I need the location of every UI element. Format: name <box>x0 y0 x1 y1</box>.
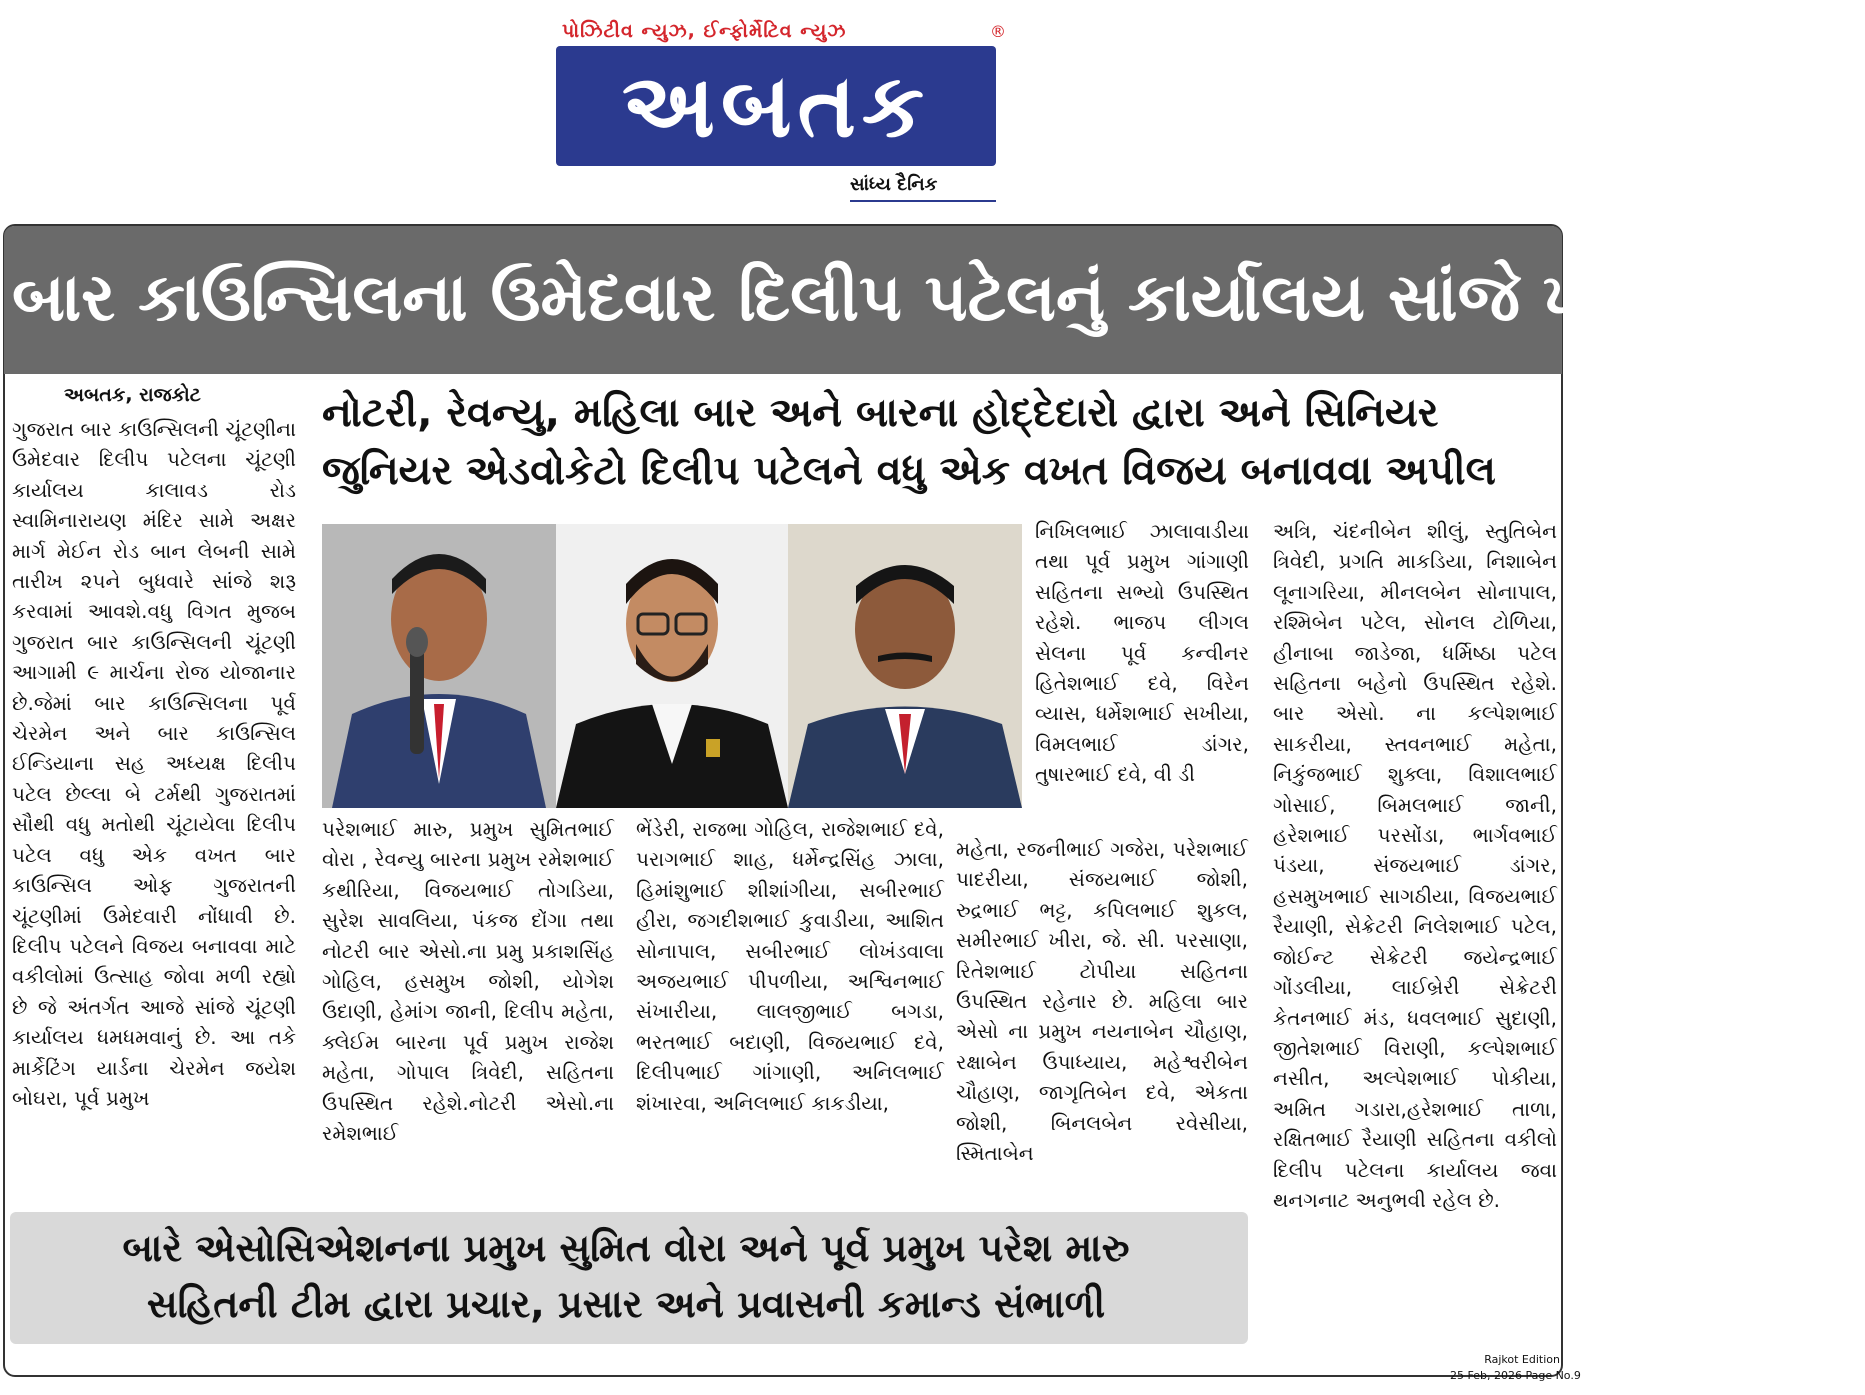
column-5-text: અત્રિ, ચંદનીબેન શીલું, સ્તુતિબેન ત્રિવેદી, પ્રગતિ માકડિયા, નિશાબેન લૂનાગરિયા, મીનલબેન સોનાપાલ, રશ્મિબેન પટેલ, સોનલ ટોળિયા, હીનાબા જાડેજા, ધર્મિષ્ઠા પટેલ સહિતના બહેનો ઉપસ્થિત રહેશે. બાર એસો. ના કલ્પેશભાઈ સાકરીયા, સ્તવનભાઈ મહેતા, નિકુંજભાઈ શુક્લા, વિશાલભાઈ ગોસાઈ, બિમલભાઈ જાની, હરેશભાઈ પરસોંડા, ભાર્ગવભાઈ પંડયા, સંજયભાઈ ડાંગર, હસમુખભાઈ સાગઠીયા, વિજયભાઈ રૈયાણી, સેક્રેટરી નિલેશભાઈ પટેલ, જોઈન્ટ સેક્રેટરી જયેન્દ્રભાઈ ગોંડલીયા, લાઈબ્રેરી સેક્રેટરી કેતનભાઈ મંડ, ધવલભાઈ સુદાણી, જીતેશભાઈ વિરાણી, કલ્પેશભાઈ નસીત, અલ્પેશભાઈ પોકીયા, અમિત ગડારા,હરેશભાઈ તાળા, રક્ષિતભાઈ રૈયાણી સહિતના વકીલો દિલીપ પટેલના કાર્યાલય જવા થનગનાટ અનુભવી રહેલ છે. <box>1273 519 1557 1212</box>
speaker-portrait <box>322 524 556 808</box>
edition-date-page: 25 Feb, 2026 Page No.9 <box>1450 1369 1581 1382</box>
candidate-portrait <box>556 524 788 808</box>
article-column-5 <box>1273 516 1557 1215</box>
registered-mark: ® <box>990 22 1006 41</box>
subhead-line-2: જુનિયર એડવોકેટો દિલીપ પટેલને વધુ એક વખત વિજય બનાવવા અપીલ <box>322 448 1496 494</box>
article-column-1 <box>12 414 296 1113</box>
column-2-text: પરેશભાઈ મારુ, પ્રમુખ સુમિતભાઈ વોરા , રેવન્યુ બારના પ્રમુખ રમેશભાઈ કથીરિયા, વિજયભાઈ તોગડિયા, સુરેશ સાવલિયા, પંકજ દોંગા તથા નોટરી બાર એસો.ના પ્રમુ પ્રકાશસિંહ ગોહિલ, હસમુખ જોશી, યોગેશ ઉદાણી, હેમાંગ જાની, દિલીપ મહેતા, ક્લેઈમ બારના પૂર્વ પ્રમુખ રાજેશ મહેતા, ગોપાલ ત્રિવેદી, સહિતના ઉપસ્થિત રહેશે.નોટરી એસો.ના રમેશભાઈ <box>322 817 614 1146</box>
photo-candidate <box>556 524 788 808</box>
edition-name: Rajkot Edition <box>1484 1353 1560 1366</box>
article-column-2 <box>322 814 614 1148</box>
article-headline: બાર કાઉન્સિલના ઉમેદવાર દિલીપ પટેલનું કાર્યાલય સાંજે ખૂલ્લું મુકાશે <box>12 259 1865 336</box>
article-column-3 <box>636 814 944 1118</box>
callout-line-1: બારે એસોસિએશનના પ્રમુખ સુમિત વોરા અને પૂર્વ પ્રમુખ પરેશ મારુ <box>122 1226 1130 1270</box>
masthead <box>520 14 1040 204</box>
article-column-4-bottom <box>956 834 1248 1168</box>
column-4-top-text: નિખિલભાઈ ઝાલાવાડીયા તથા પૂર્વ પ્રમુખ ગાંગાણી સહિતના સભ્યો ઉપસ્થિત રહેશે. ભાજપ લીગલ સેલના પૂર્વ કન્વીનર હિતેશભાઈ દવે, વિરેન વ્યાસ, ધર્મેશભાઈ સખીયા, વિમલભાઈ ડાંગર, તુષારભાઈ દવે, વી ડી <box>1035 519 1249 787</box>
article-byline: અબતક, રાજકોટ <box>64 384 201 406</box>
masthead-tagline: પોઝિટીવ ન્યુઝ, ઈન્ફોર્મેટિવ ન્યુઝ <box>562 20 847 42</box>
logo-text: અબતક <box>622 54 930 157</box>
column-1-text: ગુજરાત બાર કાઉન્સિલની ચૂંટણીના ઉમેદવાર દિલીપ પટેલના ચૂંટણી કાર્યાલય કાલાવડ રોડ સ્વામિનારાયણ મંદિર સામે અક્ષર માર્ગ મેઈન રોડ બાન લેબની સામે તારીખ ૨૫ને બુધવારે સાંજે શરૂ કરવામાં આવશે.વધુ વિગત મુજબ ગુજરાત બાર કાઉન્સિલની ચૂંટણી આગામી ૯ માર્ચના રોજ યોજાનાર છે.જેમાં બાર કાઉન્સિલના પૂર્વ ચેરમેન અને બાર કાઉન્સિલ ઈન્ડિયાના સહ અધ્યક્ષ દિલીપ પટેલ છેલ્લા બે ટર્મથી ગુજરાતમાં સૌથી વધુ મતોથી ચૂંટાયેલા દિલીપ પટેલ વધુ એક વખત બાર કાઉન્સિલ ઓફ ગુજરાતની ચૂંટણીમાં ઉમેદવારી નોંધાવી છે. દિલીપ પટેલને વિજય બનાવવા માટે વકીલોમાં ઉત્સાહ જોવા મળી રહ્યો છે જે અંતર્ગત આજે સાંજે ચૂંટણી કાર્યાલય ધમધમવાનું છે. આ તકે માર્કેટિંગ યાર્ડના ચેરમેન જયેશ બોઘરા, પૂર્વ પ્રમુખ <box>12 417 296 1110</box>
subtitle-underline <box>850 200 996 202</box>
subhead-line-1: નોટરી, રેવન્યુ, મહિલા બાર અને બારના હોદ્દેદારો દ્વારા અને સિનિયર <box>322 390 1439 436</box>
column-3-text: ભેંડેરી, રાજભા ગોહિલ, રાજેશભાઈ દવે, પરાગભાઈ શાહ, ધર્મેન્દ્રસિંહ ઝાલા, હિમાંશુભાઈ શીશાંગીયા, સબીરભાઈ હીરા, જગદીશભાઈ કુવાડીયા, આશિત સોનાપાલ, સબીરભાઈ લોખંડવાલા અજયભાઈ પીપળીયા, અશ્વિનભાઈ સંખારીયા, લાલજીભાઈ બગડા, ભરતભાઈ બદાણી, વિજયભાઈ દવે, દિલીપભાઈ ગાંગાણી, અનિલભાઈ શંખારવા, અનિલભાઈ કાકડીયા, <box>636 817 944 1115</box>
photo-supporter <box>788 524 1022 808</box>
masthead-subtitle: સાંધ્ય દૈનિક <box>850 174 938 195</box>
newspaper-logo <box>556 46 996 166</box>
article-subhead <box>322 384 1554 500</box>
column-4-bottom-text: મહેતા, રજનીભાઈ ગજેરા, પરેશભાઈ પાદરીયા, સંજયભાઈ જોશી, રુદ્રભાઈ ભટ્ટ, કપિલભાઈ શુકલ, સમીરભાઈ ખીરા, જે. સી. પરસાણા, રિતેશભાઈ ટોપીયા સહિતના ઉપસ્થિત રહેનાર છે. મહિલા બાર એસો ના પ્રમુખ નયનાબેન ચૌહાણ, રક્ષાબેન ઉપાધ્યાય, મહેશ્વરીબેન ચૌહાણ, જાગૃતિબેન દવે, એકતા જોશી, બિનલબેન રવેસીયા, સ્મિતાબેન <box>956 837 1248 1166</box>
article-column-4-top <box>1035 516 1249 790</box>
callout-line-2: સહિતની ટીમ દ્વારા પ્રચાર, પ્રસાર અને પ્રવાસની કમાન્ડ સંભાળી <box>146 1282 1106 1326</box>
photo-speaker <box>322 524 556 808</box>
callout-text <box>16 1220 1236 1332</box>
supporter-portrait <box>788 524 1022 808</box>
edition-footer <box>1450 1352 1581 1384</box>
